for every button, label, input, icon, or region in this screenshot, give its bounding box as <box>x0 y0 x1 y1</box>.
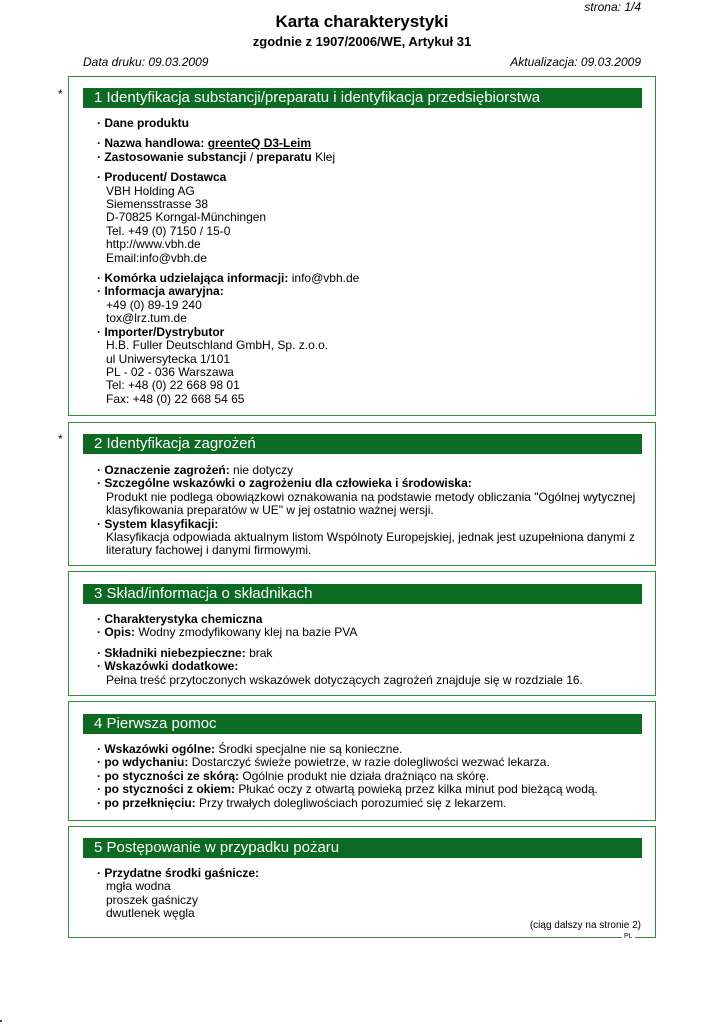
hazard-marking-label: · Oznaczenie zagrożeń: <box>97 463 230 477</box>
revision-marker: * <box>58 432 63 446</box>
importer-line: ul Uniwersytecka 1/101 <box>106 351 231 366</box>
first-aid-label: · po wdychaniu: <box>97 755 189 770</box>
emergency-line: +49 (0) 89-19 240 <box>106 297 202 312</box>
info-contact-row <box>97 272 653 285</box>
first-aid-label: · po styczności ze skórą: <box>97 768 240 783</box>
classification-text <box>97 531 653 558</box>
first-aid-item <box>97 770 653 783</box>
emergency-label: · Informacja awaryjna: <box>97 284 224 299</box>
importer-label: · Importer/Dystrybutor <box>97 324 225 339</box>
chemical-characteristics-label: · Charakterystyka chemiczna <box>97 612 263 626</box>
section-1-body <box>97 117 653 406</box>
first-aid-label: · po styczności z okiem: <box>97 782 236 797</box>
dane-produktu-label: · Dane produktu <box>97 116 189 130</box>
text-line: klasyfikowania preparatów w UE" w jej ostatnio ważnej wersji. <box>106 503 434 518</box>
dangerous-components-row <box>97 647 653 660</box>
first-aid-value: Ogólnie produkt nie działa drażniąco na skórę. <box>242 768 490 783</box>
importer-line: H.B. Fuller Deutschland GmbH, Sp. z.o.o. <box>106 338 329 353</box>
emergency-contact <box>97 299 653 326</box>
producer-website: http://www.vbh.de <box>106 237 201 252</box>
first-aid-value: Środki specjalne nie są konieczne. <box>218 742 403 756</box>
description-row <box>97 626 653 639</box>
producer-address <box>97 185 653 265</box>
extinguishing-media-list <box>97 880 653 920</box>
importer-line: PL - 02 - 036 Warszawa <box>106 364 234 379</box>
usage-value: Klej <box>315 149 336 164</box>
section-2 <box>68 422 656 566</box>
trade-name-value: greenteQ D3-Leim <box>207 136 312 151</box>
info-contact-label: · Komórka udzielająca informacji: <box>97 271 289 286</box>
document-subtitle: zgodnie z 1907/2006/WE, Artykuł 31 <box>252 34 472 49</box>
section-5-body <box>97 867 653 921</box>
first-aid-value: Przy trwałych dolegliwościach porozumieć się z lekarzem. <box>199 795 507 810</box>
section-4-heading: 4 Pierwsza pomoc <box>83 714 642 734</box>
section-2-heading: 2 Identyfikacja zagrożeń <box>83 434 642 454</box>
trade-name-row <box>97 137 653 150</box>
description-value: Wodny zmodyfikowany klej na bazie PVA <box>138 625 358 640</box>
usage-separator: / <box>249 149 254 164</box>
first-aid-value: Płukać oczy z otwartą powieką przez kilka minut pod bieżącą wodą. <box>238 782 598 797</box>
section-3-body <box>97 613 653 687</box>
additional-info-label: · Wskazówki dodatkowe: <box>97 659 239 674</box>
extinguishing-media-label: · Przydatne środki gaśnicze: <box>97 866 260 880</box>
usage-row <box>97 151 653 164</box>
producer-line: Tel. +49 (0) 7150 / 15-0 <box>106 223 231 238</box>
first-aid-item <box>97 797 653 810</box>
emergency-line: tox@lrz.tum.de <box>106 311 187 326</box>
usage-label: · Zastosowanie substancji <box>97 149 247 164</box>
section-4-body <box>97 743 653 810</box>
extinguishing-media-item: proszek gaśniczy <box>106 892 199 907</box>
info-contact-value: info@vbh.de <box>291 271 360 286</box>
section-3-heading: 3 Skład/informacja o składnikach <box>83 584 642 604</box>
corner-dot <box>0 1020 2 1022</box>
dangerous-components-label: · Składniki niebezpieczne: <box>97 645 246 660</box>
importer-line: Tel: +48 (0) 22 668 98 01 <box>106 378 240 393</box>
first-aid-label: · Wskazówki ogólne: <box>97 742 216 756</box>
usage-label-2: preparatu <box>256 149 312 164</box>
classification-label: · System klasyfikacji: <box>97 516 219 531</box>
continued-note: (ciąg dalszy na stronie 2) <box>529 920 641 931</box>
producer-email: Email:info@vbh.de <box>106 250 207 265</box>
section-1-heading: 1 Identyfikacja substancji/preparatu i identyfikacja przedsiębiorstwa <box>83 88 642 108</box>
dangerous-components-value: brak <box>249 645 273 660</box>
description-label: · Opis: <box>97 625 135 640</box>
text-line: Klasyfikacja odpowiada aktualnym listom Wspólnoty Europejskiej, jednak jest uzupełniona danymi z <box>106 530 635 545</box>
document-title: Karta charakterystyki <box>275 12 449 31</box>
update-date: Aktualizacja: 09.03.2009 <box>510 55 641 69</box>
section-3 <box>68 571 656 696</box>
hazard-marking-value: nie dotyczy <box>233 463 294 477</box>
language-code: PL <box>624 933 633 940</box>
section-1 <box>68 76 656 416</box>
special-hazards-label: · Szczególne wskazówki o zagrożeniu dla człowieka i środowiska: <box>97 476 472 491</box>
page-number: strona: 1/4 <box>584 0 641 14</box>
section-2-body <box>97 464 653 558</box>
producer-line: Siemensstrasse 38 <box>106 197 209 212</box>
print-date: Data druku: 09.03.2009 <box>83 55 209 69</box>
first-aid-item <box>97 743 653 756</box>
text-line: literatury fachowej i danymi firmowymi. <box>106 543 312 558</box>
additional-info-text: Pełna treść przytoczonych wskazówek dotyczących zagrożeń znajduje się w rozdziale 16. <box>106 672 583 687</box>
first-aid-value: Dostarczyć świeże powietrze, w razie dolegliwości wezwać lekarza. <box>191 755 550 770</box>
extinguishing-media-item: mgła wodna <box>106 879 171 894</box>
producer-label: · Producent/ Dostawca <box>97 170 227 185</box>
trade-name-label: · Nazwa handlowa: <box>97 136 205 151</box>
revision-marker: * <box>58 87 63 101</box>
first-aid-label: · po przełknięciu: <box>97 795 196 810</box>
first-aid-item <box>97 783 653 796</box>
special-hazards-text <box>97 491 653 518</box>
section-4 <box>68 701 656 821</box>
text-line: Produkt nie podlega obowiązkowi oznakowania na podstawie metody obliczania "Ogólnej wytycznej <box>106 489 636 504</box>
extinguishing-media-item: dwutlenek węgla <box>106 906 195 921</box>
producer-line: VBH Holding AG <box>106 183 195 198</box>
section-5-heading: 5 Postępowanie w przypadku pożaru <box>83 838 642 858</box>
first-aid-item <box>97 756 653 769</box>
importer-address <box>97 339 653 406</box>
importer-line: Fax: +48 (0) 22 668 54 65 <box>106 391 245 406</box>
producer-line: D-70825 Korngal-Münchingen <box>106 210 267 225</box>
hazard-marking-row <box>97 464 653 477</box>
